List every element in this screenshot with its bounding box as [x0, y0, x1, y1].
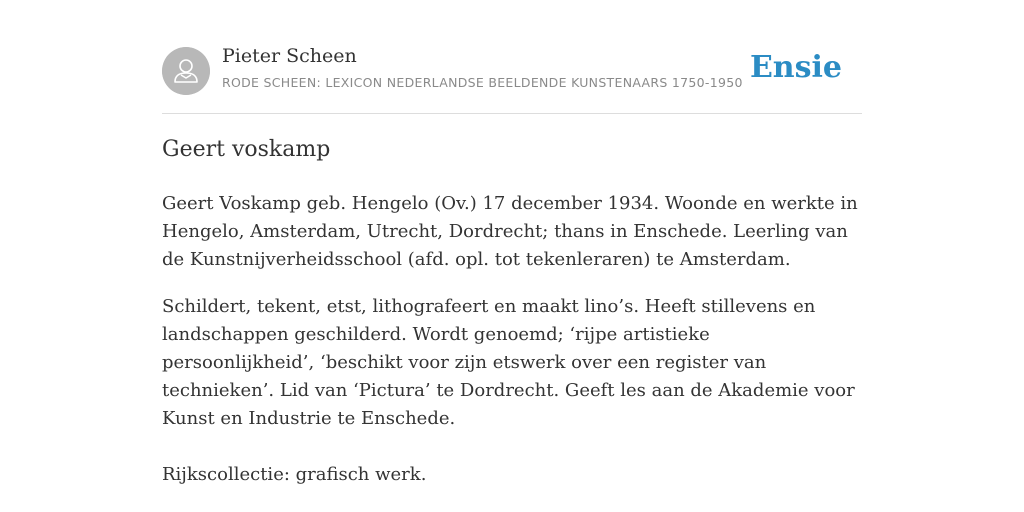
- paragraph: Geert Voskamp geb. Hengelo (Ov.) 17 december 1934. Woonde en werkte in Hengelo, Amsterdam, Utrecht, Dordrecht; thans in Enschede. Leerling van de Kunstnijverheidsschool (afd. opl. tot tekenleraren) te Amsterdam.: [162, 193, 858, 270]
- brand-logo[interactable]: Ensie: [749, 50, 842, 85]
- user-icon[interactable]: [162, 47, 210, 95]
- article-header: [162, 0, 862, 114]
- article-body: [162, 190, 862, 489]
- paragraph: Rijkscollectie: grafisch werk.: [162, 464, 427, 485]
- article-title: Geert voskamp: [162, 137, 331, 162]
- author-name[interactable]: Pieter Scheen: [222, 45, 357, 67]
- source-title[interactable]: RODE SCHEEN: LEXICON NEDERLANDSE BEELDENDE KUNSTENAARS 1750-1950: [222, 75, 743, 90]
- article-card: [162, 0, 862, 485]
- paragraph: Schildert, tekent, etst, lithografeert en maakt lino’s. Heeft stillevens en landschappen geschilderd. Wordt genoemd; ‘rijpe artistieke persoonlijkheid’, ‘beschikt voor zijn etswerk over een register van technieken’. Lid van ‘Pictura’ te Dordrecht. Geeft les aan de Akademie voor Kunst en Industrie te Enschede.: [162, 296, 855, 429]
